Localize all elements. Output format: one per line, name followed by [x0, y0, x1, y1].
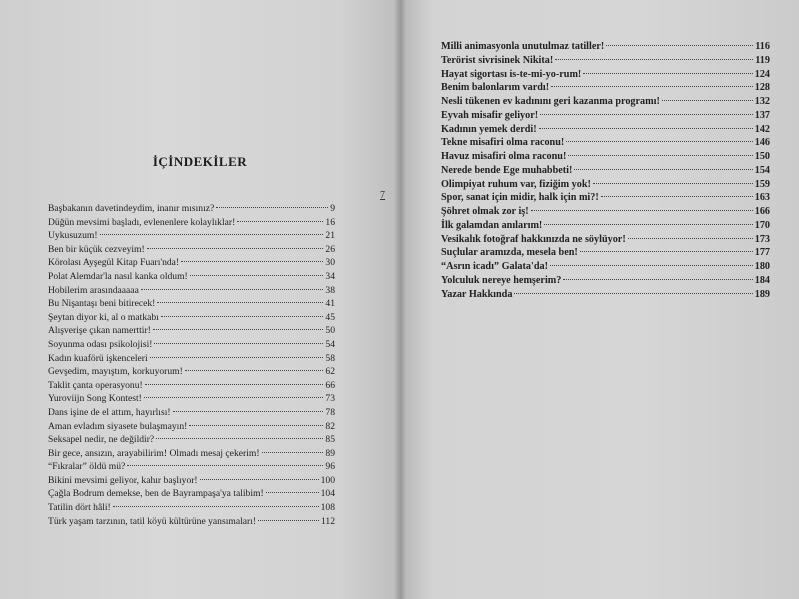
- toc-entry-title: Şöhret olmak zor iş!: [441, 206, 529, 217]
- dot-leader: [153, 329, 324, 330]
- dot-leader: [540, 114, 753, 115]
- dot-leader: [200, 479, 319, 480]
- toc-entry: [48, 460, 335, 474]
- dot-leader: [190, 275, 324, 276]
- toc-entry-title: Terörist sivrisinek Nikita!: [441, 54, 554, 66]
- toc-entry: [48, 243, 335, 257]
- toc-entry-title: Çağla Bodrum demekse, ben de Bayrampaşa'ya talibim!: [48, 488, 264, 500]
- dot-leader: [550, 265, 753, 266]
- dot-leader: [150, 357, 324, 358]
- dot-leader: [145, 384, 324, 385]
- toc-entry-page-number: 177: [754, 247, 770, 259]
- toc-entry-title: Kadının yemek derdi!: [441, 123, 537, 135]
- toc-entry-title: Körolası Ayşegül Kitap Fuarı'nda!: [48, 257, 180, 269]
- toc-entry-title: Hobilerim arasındaaaaa: [48, 284, 139, 296]
- toc-entry-page-number: 154: [754, 164, 770, 176]
- page-folio-mark: 7: [380, 190, 385, 201]
- toc-entry: [48, 256, 335, 270]
- toc-entry: [48, 297, 335, 311]
- toc-entry-title: Nesli tükenen ev kadınını geri kazanma programı!: [441, 96, 660, 107]
- toc-entry-page-number: 34: [325, 270, 335, 282]
- dot-leader: [628, 238, 753, 239]
- dot-leader: [154, 343, 323, 344]
- toc-entry-page-number: 128: [754, 82, 770, 94]
- toc-entry-page-number: 58: [325, 352, 335, 364]
- toc-entry-title: Yazar Hakkında: [441, 288, 513, 300]
- toc-entry-title: Milli animasyonla unutulmaz tatiller!: [441, 41, 605, 52]
- toc-entry-page-number: 41: [325, 298, 335, 310]
- dot-leader: [189, 425, 323, 426]
- dot-leader: [100, 234, 324, 235]
- toc-entry-page-number: 142: [754, 123, 770, 135]
- dot-leader: [237, 221, 323, 222]
- toc-entry-title: Benim balonlarım vardı!: [441, 82, 550, 94]
- dot-leader: [662, 100, 753, 101]
- toc-entry-title: Nerede bende Ege muhabbeti!: [441, 164, 573, 176]
- toc-entry-page-number: 54: [325, 338, 335, 350]
- toc-entry-page-number: 184: [754, 274, 770, 286]
- toc-entry-title: Uykusuzum!: [48, 230, 98, 242]
- toc-entry: [441, 136, 770, 150]
- toc-entry-page-number: 119: [755, 54, 770, 66]
- toc-entry-page-number: 150: [754, 151, 770, 162]
- toc-entry-title: Alışverişe çıkan namerttir!: [48, 325, 151, 337]
- toc-entry-title: Soyunma odası psikolojisi!: [48, 338, 153, 350]
- toc-entry-title: “Fıkralar” öldü mü?: [48, 461, 126, 473]
- toc-entry-title: Havuz misafiri olma raconu!: [441, 151, 567, 162]
- toc-entry-page-number: 159: [754, 178, 770, 190]
- toc-entry: [441, 260, 770, 274]
- dot-leader: [161, 316, 324, 317]
- toc-entry: [48, 324, 335, 338]
- dot-leader: [147, 248, 324, 249]
- toc-entry-title: Suçlular aramızda, mesela ben!: [441, 247, 578, 259]
- dot-leader: [157, 302, 323, 303]
- toc-entry: [441, 205, 770, 219]
- toc-entry: [48, 392, 335, 406]
- dot-leader: [580, 251, 753, 252]
- toc-entry: [48, 474, 335, 488]
- toc-entry-title: Spor, sanat için midir, halk için mi?!: [441, 192, 599, 204]
- toc-entry-title: Düğün mevsimi başladı, evlenenlere kolaylıklar!: [48, 216, 236, 228]
- toc-entry-title: Taklit çanta operasyonu!: [48, 379, 143, 391]
- toc-entry-page-number: 73: [325, 393, 335, 405]
- toc-entry: [441, 150, 770, 164]
- dot-leader: [113, 506, 319, 507]
- toc-entry-page-number: 137: [754, 109, 770, 121]
- bleed-through-text: [150, 50, 152, 63]
- toc-entry: [48, 311, 335, 325]
- toc-entry: [441, 191, 770, 205]
- toc-entry: [48, 501, 335, 515]
- toc-entry: [48, 365, 335, 379]
- right-page: [400, 0, 799, 599]
- dot-leader: [563, 279, 752, 280]
- toc-entry-page-number: 78: [325, 406, 335, 418]
- toc-entry-title: Ben bir küçük cezveyim!: [48, 243, 145, 255]
- toc-entry-page-number: 30: [325, 257, 335, 269]
- toc-entry-page-number: 100: [320, 474, 335, 486]
- dot-leader: [266, 492, 319, 493]
- toc-entry-page-number: 66: [325, 379, 335, 391]
- toc-entry: [441, 178, 770, 192]
- toc-entry: [441, 95, 770, 109]
- toc-entry: [48, 229, 335, 243]
- toc-entry-title: Hayat sigortası is-te-mi-yo-rum!: [441, 68, 582, 80]
- toc-entry-title: Tatilin dört hâli!: [48, 502, 111, 514]
- dot-leader: [583, 73, 752, 74]
- dot-leader: [568, 155, 752, 156]
- dot-leader: [539, 128, 753, 129]
- dot-leader: [544, 224, 752, 225]
- toc-entry-title: Şeytan diyor ki, al o matkabı: [48, 311, 159, 323]
- toc-entry-page-number: 116: [755, 41, 770, 52]
- toc-entry-title: Seksapel nedir, ne değildir?: [48, 434, 155, 446]
- toc-entry-title: Dans işine de el attım, hayırlısı!: [48, 406, 171, 418]
- toc-entry: [441, 68, 770, 82]
- dot-leader: [141, 289, 324, 290]
- toc-entry-title: Türk yaşam tarzının, tatil köyü kültürüne yansımaları!: [48, 515, 257, 527]
- toc-entry-title: Polat Alemdar'la nasıl kanka oldum!: [48, 270, 188, 282]
- toc-entry: [48, 515, 335, 529]
- dot-leader: [258, 520, 319, 521]
- toc-entry-page-number: 82: [325, 420, 335, 432]
- toc-entry: [48, 487, 335, 501]
- dot-leader: [551, 86, 753, 87]
- toc-entry: [48, 352, 335, 366]
- toc-entry-page-number: 163: [754, 192, 770, 204]
- dot-leader: [566, 141, 752, 142]
- toc-entry: [48, 447, 335, 461]
- toc-entry-title: Yuroviijn Song Kontest!: [48, 393, 142, 405]
- toc-entry-title: Vesikalık fotoğraf hakkınızda ne söylüyor!: [441, 233, 626, 245]
- toc-entry: [48, 406, 335, 420]
- toc-entry-page-number: 89: [325, 447, 335, 459]
- toc-entry: [441, 219, 770, 233]
- toc-entry-title: Gevşedim, mayıştım, korkuyorum!: [48, 366, 183, 378]
- dot-leader: [144, 397, 324, 398]
- toc-entry-page-number: 104: [320, 488, 335, 500]
- dot-leader: [156, 438, 323, 439]
- toc-entry-page-number: 21: [325, 230, 335, 242]
- toc-entry-page-number: 124: [754, 68, 770, 80]
- toc-entry-page-number: 26: [325, 243, 335, 255]
- toc-list-left: [48, 202, 335, 528]
- dot-leader: [531, 210, 753, 211]
- toc-entry-page-number: 50: [325, 325, 335, 337]
- toc-entry: [48, 270, 335, 284]
- toc-entry: [441, 246, 770, 260]
- toc-heading: İÇİNDEKİLER: [152, 154, 248, 169]
- dot-leader: [514, 293, 752, 294]
- dot-leader: [185, 370, 324, 371]
- dot-leader: [181, 261, 323, 262]
- dot-leader: [601, 196, 753, 197]
- toc-entry: [441, 164, 770, 178]
- toc-entry-page-number: 9: [330, 203, 335, 214]
- toc-entry-page-number: 96: [325, 461, 335, 473]
- toc-entry-page-number: 62: [325, 366, 335, 378]
- toc-entry-title: Aman evladım siyasete bulaşmayın!: [48, 420, 188, 432]
- toc-entry-page-number: 45: [325, 311, 335, 323]
- toc-entry: [48, 338, 335, 352]
- toc-entry: [48, 284, 335, 298]
- toc-entry-page-number: 108: [320, 502, 335, 514]
- toc-entry: [441, 109, 770, 123]
- dot-leader: [574, 169, 752, 170]
- toc-entry-page-number: 112: [320, 515, 335, 527]
- toc-entry-page-number: 132: [754, 96, 770, 107]
- toc-entry: [441, 274, 770, 288]
- toc-entry-title: Tekne misafiri olma raconu!: [441, 137, 565, 149]
- dot-leader: [555, 59, 753, 60]
- book-gutter: [394, 0, 406, 599]
- toc-entry: [48, 216, 335, 230]
- toc-entry-title: “Asrın icadı” Galata'da!: [441, 261, 548, 272]
- toc-entry: [441, 123, 770, 137]
- toc-entry-page-number: 85: [325, 434, 335, 446]
- toc-entry-title: Bir gece, ansızın, arayabilirim! Olmadı mesaj çekerim!: [48, 447, 260, 459]
- toc-entry: [441, 81, 770, 95]
- toc-entry-title: Yolculuk nereye hemşerim?: [441, 274, 562, 286]
- dot-leader: [606, 45, 753, 46]
- toc-entry: [441, 233, 770, 247]
- toc-entry-title: Bikini mevsimi geliyor, kahır başlıyor!: [48, 474, 198, 486]
- toc-entry-page-number: 16: [325, 216, 335, 228]
- dot-leader: [173, 411, 324, 412]
- dot-leader: [593, 183, 753, 184]
- toc-entry-page-number: 170: [754, 219, 770, 231]
- toc-entry-page-number: 189: [754, 288, 770, 300]
- toc-entry-title: Olimpiyat ruhum var, fiziğim yok!: [441, 178, 591, 190]
- toc-entry-page-number: 146: [754, 137, 770, 149]
- toc-entry-title: Bu Nişantaşı beni bitirecek!: [48, 298, 156, 310]
- dot-leader: [127, 465, 323, 466]
- toc-entry: [441, 54, 770, 68]
- toc-list-right: [441, 40, 770, 301]
- toc-entry: [48, 202, 335, 216]
- toc-entry-page-number: 38: [325, 284, 335, 296]
- toc-entry: [441, 40, 770, 54]
- toc-entry-page-number: 180: [754, 261, 770, 272]
- toc-entry: [48, 433, 335, 447]
- toc-entry: [441, 288, 770, 302]
- toc-entry-title: Başbakanın davetindeydim, inanır mısınız?: [48, 203, 215, 214]
- toc-entry: [48, 379, 335, 393]
- toc-entry-title: Kadın kuaförü işkenceleri: [48, 352, 148, 364]
- toc-entry-page-number: 173: [754, 233, 770, 245]
- toc-entry-title: Eyvah misafir geliyor!: [441, 109, 539, 121]
- dot-leader: [216, 207, 328, 208]
- toc-entry-page-number: 166: [754, 206, 770, 217]
- dot-leader: [262, 452, 324, 453]
- toc-entry: [48, 420, 335, 434]
- toc-entry-title: İlk galamdan anılarım!: [441, 219, 543, 231]
